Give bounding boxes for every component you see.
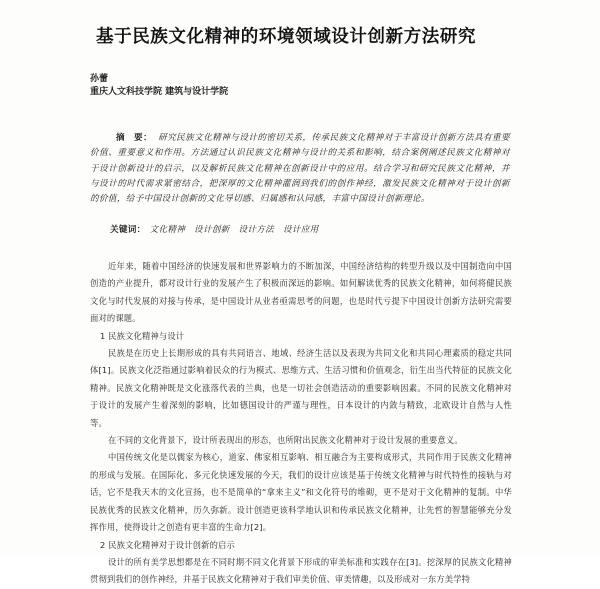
section1-paragraph-3: 中国传统文化是以儒家为核心，道家、佛家相互影响、相互融合为主要构成形式，共同作用于民族文化精神的形成与发展。在国际化、多元化快速发展的今天，我们的设计应该是基于传统文化精神与时代特性的接轨与对话，它不是我天木的文化宣扬，也不是简单的“拿来主义”和文化符号的堆砌，更不是对于文化精神的复制。中华民族优秀的民族文化精神，历久弥新。设计创造更该科学地认识和传承民族文化精神，让先哲的智慧能够充分发挥作用，使得设计之创造有更丰富的生命力[2]。: [90, 452, 512, 533]
abstract-label: 摘 要：: [116, 133, 153, 143]
keywords: [90, 223, 510, 235]
keywords-label: 关键词：: [110, 225, 146, 235]
paper-title: 基于民族文化精神的环境领域设计创新方法研究: [96, 27, 477, 47]
section-heading-1: 1 民族文化精神与设计: [100, 330, 185, 341]
section1-paragraph-2: 在不同的文化背景下，设计所表现出的形态，也所附出民族文化精神对于设计发展的重要意义。: [108, 435, 463, 446]
intro-paragraph: 近年来，随着中国经济的快速发展和世界影响力的不断加深，中国经济结构的转型升级以及中国制造向中国创造的产业提升，都对设计行业的发展产生了积极而深远的影响。如何解读优秀的民族文化精神，如何将健民族文化与时代发展的对接与传承，是中国设计从业者亟需思考的问题，也是时代亏提下中国设计创新方法研究需要面对的课题。: [90, 261, 512, 324]
body-text: [90, 258, 512, 589]
section-heading-2: 2 民族文化精神对于设计创新的启示: [100, 539, 235, 550]
author-name: 孙蕾: [90, 74, 109, 84]
abstract: [90, 131, 510, 207]
section2-paragraph-1: 设计的所有美学思想都是在不同时期不同文化背景下形成的审美标准和实践存在[3]。挖深厚的民族文化精神贯彻到我们的创作神经，并基于民族文化精神对于我们审美价值、审美情趣，以及形成对一东方美学特: [90, 556, 512, 585]
abstract-text: 研究民族文化精神与设计的密切关系，传承民族文化精神对于丰富设计创新方法具有重要价值、重要意义和作用。方法通过认识民族文化精神与设计的关系和影响，结合案例阐述民族文化精神对于设计创新设计的启示，以及解析民族文化精神在创新设计中的应用。结合学习和研究民族文化精神，并与设计的时代需求紧密结合，把深厚的文化精神灌润到我们的创作神经，激发民族文化精神对于设计创新的价值，给予中国设计创新的文化导切感、归属感和认同感，丰富中国设计创新理论。: [90, 133, 510, 205]
section1-paragraph-1: 民族是在历史上长期形成的具有共同语言、地域、经济生活以及表现为共同文化和共同心理素质的稳定共同体[1]。民族文化泛指通过影响着民众的行为模式、思维方式、生活习惯和价值观念，衍生出当代特征的民族文化精神。民族文化精神既是文化涨落代表的兰典，也是一切社会创造活动的重要影响因素。不同的民族文化精神对于设计的发展产生着深刻的影响，比如德国设计的严谨与理性，日本设计的内敛与精致，北欧设计自然与人性等。: [90, 348, 512, 428]
author-affiliation: 重庆人文科技学院 建筑与设计学院: [90, 87, 229, 97]
keywords-text: 文化精神 设计创新 设计方法 设计应用: [149, 225, 319, 235]
